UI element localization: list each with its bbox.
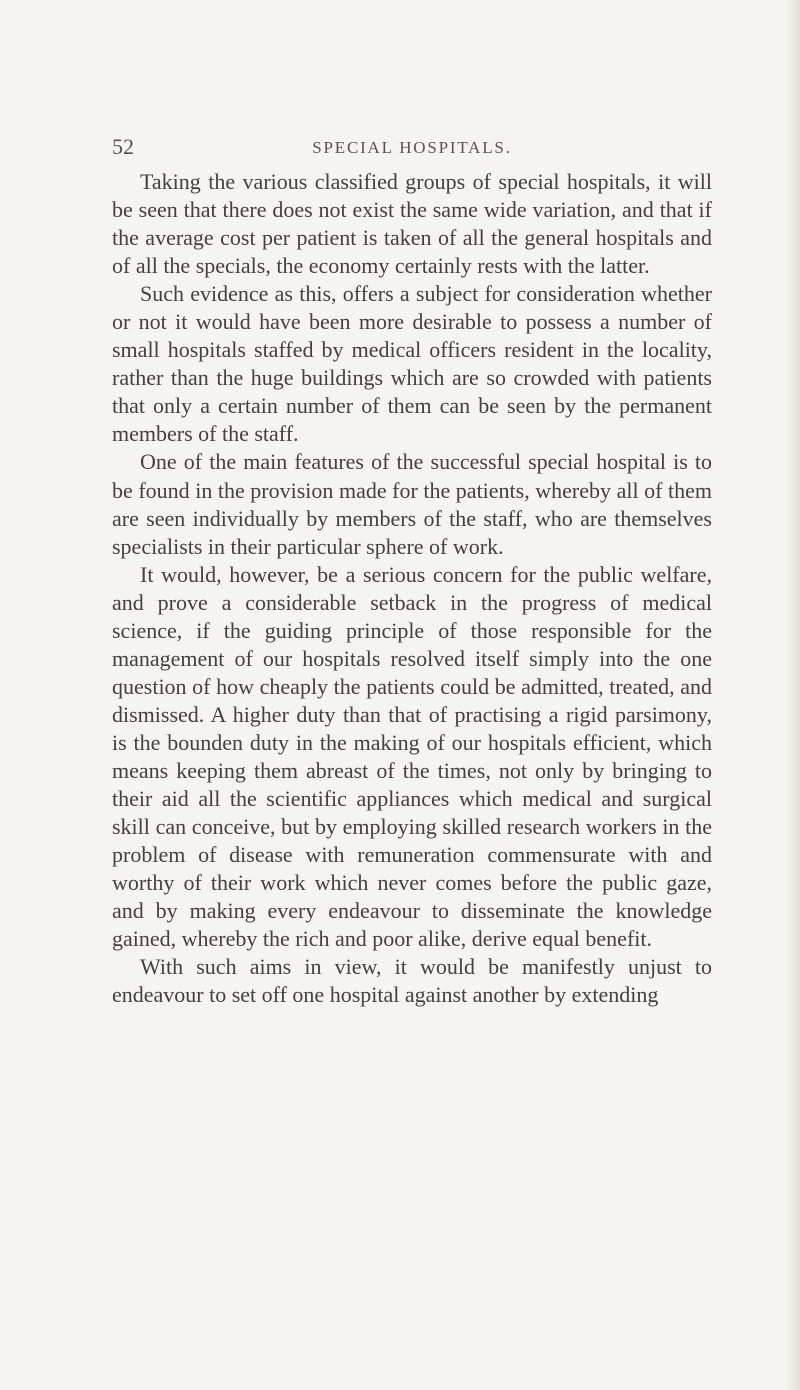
page-header [112,132,712,164]
paragraph-4: It would, however, be a serious concern for the public welfare, and prove a considerable setback in the progress of medical science, if the guiding principle of those responsible for the management of our hospitals resolved itself simply into the one question of how cheaply the patients could be admitted, treated, and dismissed. A higher duty than that of practising a rigid parsimony, is the bounden duty in the making of our hospitals efficient, which means keeping them abreast of the times, not only by bringing to their aid all the scientific appliances which medical and surgical skill can conceive, but by employing skilled research workers in the problem of disease with remuneration commensurate with and worthy of their work which never comes before the public gaze, and by making every endeavour to disseminate the knowledge gained, whereby the rich and poor alike, derive equal benefit. [112,561,712,952]
page-number: 52 [112,134,134,159]
body-text [112,168,712,1009]
running-head: SPECIAL HOSPITALS. [312,138,512,157]
paragraph-3: One of the main features of the successful special hospital is to be found in the provision made for the patients, whereby all of them are seen individually by members of the staff, who are themselves specialists in their particular sphere of work. [112,449,712,559]
paragraph-5: With such aims in view, it would be manifestly unjust to endeavour to set off one hospital against another by extending [112,954,712,1008]
paragraph-1: Taking the various classified groups of special hospitals, it will be seen that there does not exist the same wide variation, and that if the average cost per patient is taken of all the general hospitals and of all the specials, the economy certainly rests with the latter. [112,169,712,279]
paragraph-2: Such evidence as this, offers a subject for consideration whether or not it would have been more desirable to possess a number of small hospitals staffed by medical officers resident in the locality, rather than the huge buildings which are so crowded with patients that only a certain number of them can be seen by the permanent members of the staff. [112,281,712,447]
page-edge-shadow [786,0,800,1390]
